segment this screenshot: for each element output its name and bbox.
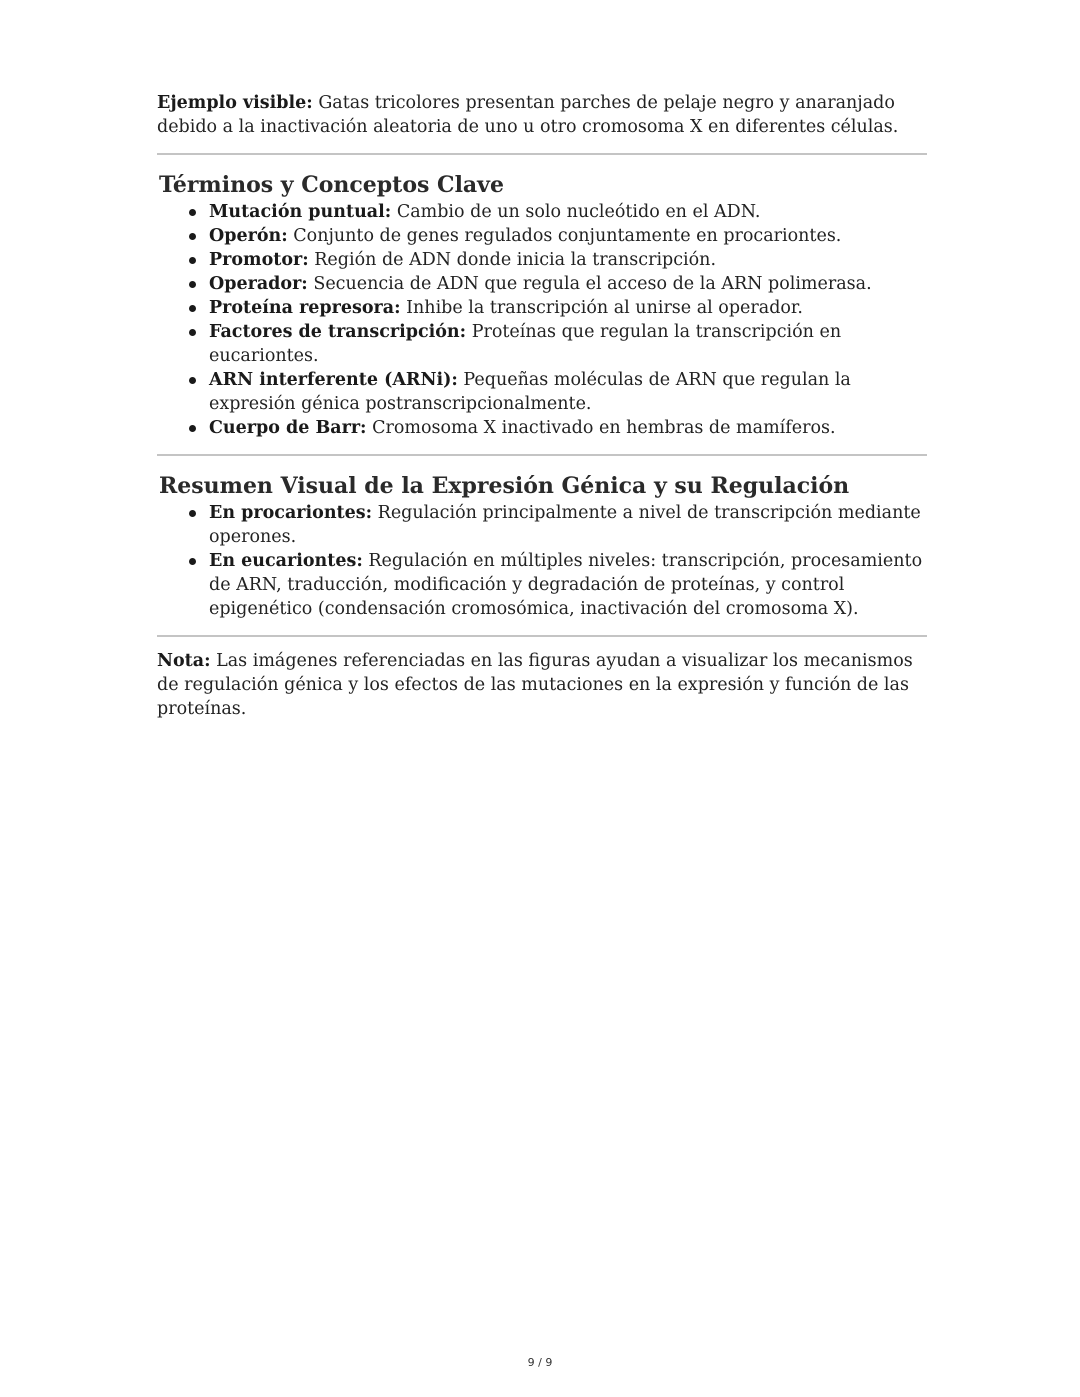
term-label: Mutación puntual: (209, 202, 392, 222)
term-label: Operón: (209, 226, 288, 246)
bullet-icon (189, 257, 196, 264)
summary-label: En eucariontes: (209, 551, 363, 571)
list-item (209, 416, 927, 440)
term-label: Factores de transcripción: (209, 322, 467, 342)
bullet-icon (189, 425, 196, 432)
page-number: 9 / 9 (527, 1356, 553, 1369)
list-item (209, 248, 927, 272)
list-item (209, 200, 927, 224)
note-label: Nota: (157, 651, 211, 671)
divider (157, 635, 927, 637)
example-text: Gatas tricolores presentan parches de pelaje negro y anaranjado debido a la inactivación aleatoria de uno u otro cromosoma X en diferentes células. (157, 93, 899, 137)
terms-list (157, 200, 927, 440)
bullet-icon (189, 281, 196, 288)
bullet-icon (189, 510, 196, 517)
list-item (209, 296, 927, 320)
summary-label: En procariontes: (209, 503, 373, 523)
term-description: Cromosoma X inactivado en hembras de mamíferos. (366, 418, 836, 438)
example-label: Ejemplo visible: (157, 93, 313, 113)
summary-description: Regulación principalmente a nivel de transcripción mediante operones. (209, 503, 921, 547)
summary-description: Regulación en múltiples niveles: transcripción, procesamiento de ARN, traducción, modificación y degradación de proteínas, y control epigenético (condensación cromosómica, inactivación del cromosoma X). (209, 551, 923, 619)
summary-list (157, 501, 927, 621)
divider (157, 454, 927, 456)
bullet-icon (189, 209, 196, 216)
term-label: Proteína represora: (209, 298, 401, 318)
bullet-icon (189, 233, 196, 240)
note-paragraph (157, 649, 927, 721)
bullet-icon (189, 558, 196, 565)
bullet-icon (189, 377, 196, 384)
term-description: Cambio de un solo nucleótido en el ADN. (391, 202, 761, 222)
term-description: Secuencia de ADN que regula el acceso de la ARN polimerasa. (307, 274, 872, 294)
term-label: Cuerpo de Barr: (209, 418, 367, 438)
list-item (209, 272, 927, 296)
term-description: Conjunto de genes regulados conjuntamente en procariontes. (287, 226, 842, 246)
list-item (209, 501, 927, 549)
list-item (209, 549, 927, 621)
term-description: Región de ADN donde inicia la transcripción. (308, 250, 717, 270)
term-description: Inhibe la transcripción al unirse al operador. (400, 298, 803, 318)
document-body (157, 90, 927, 721)
bullet-icon (189, 305, 196, 312)
term-description: Proteínas que regulan la transcripción en eucariontes. (209, 322, 842, 366)
divider (157, 153, 927, 155)
list-item (209, 368, 927, 416)
summary-heading: Resumen Visual de la Expresión Génica y su Regulación (159, 473, 850, 499)
term-label: ARN interferente (ARNi): (209, 370, 458, 390)
term-description: Pequeñas moléculas de ARN que regulan la expresión génica postranscripcionalmente. (209, 370, 851, 414)
note-text: Las imágenes referenciadas en las figuras ayudan a visualizar los mecanismos de regulación génica y los efectos de las mutaciones en la expresión y función de las proteínas. (157, 651, 913, 719)
terms-heading: Términos y Conceptos Clave (159, 172, 504, 198)
list-item (209, 224, 927, 248)
term-label: Promotor: (209, 250, 309, 270)
bullet-icon (189, 329, 196, 336)
example-paragraph (157, 91, 927, 139)
list-item (209, 320, 927, 368)
term-label: Operador: (209, 274, 308, 294)
